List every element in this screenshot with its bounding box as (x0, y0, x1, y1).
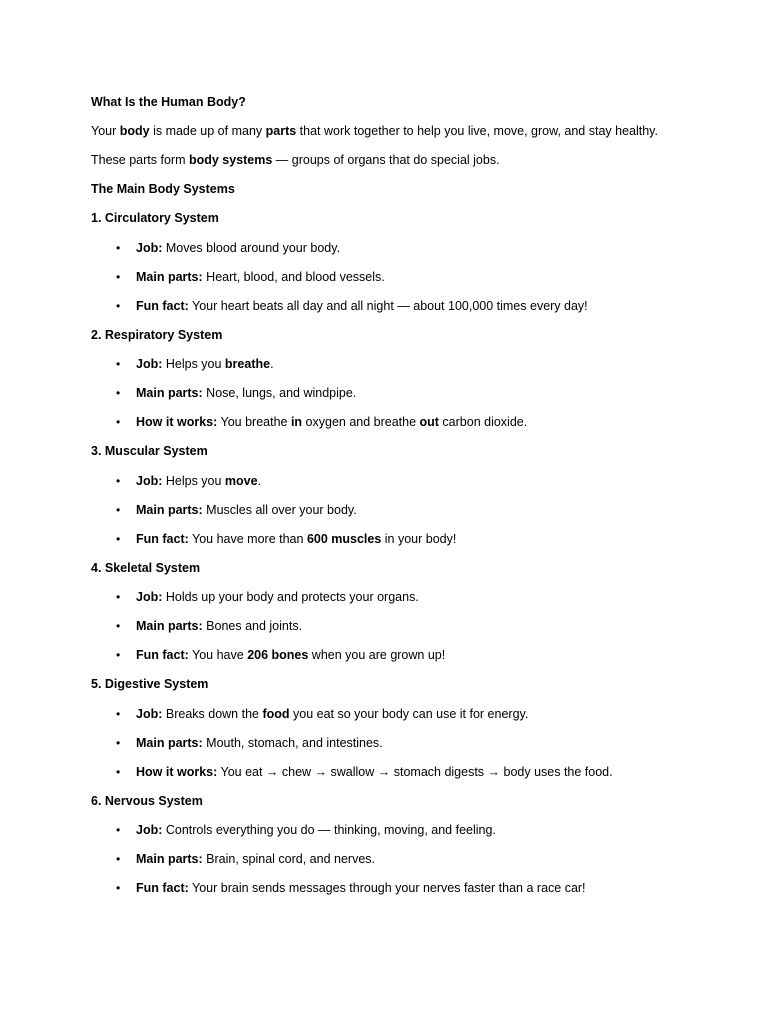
bullet-icon: • (116, 736, 121, 750)
list-item (116, 385, 357, 401)
text-run: — groups of organs that do special jobs. (272, 153, 500, 167)
list-item (116, 502, 357, 518)
list-item (116, 473, 262, 489)
item-label: Fun fact: (136, 532, 189, 546)
bullet-icon: • (116, 852, 121, 866)
item-label: Main parts: (136, 503, 203, 517)
text-run: Controls everything you do — thinking, moving, and feeling. (162, 823, 496, 837)
intro-paragraph-2 (91, 152, 500, 168)
text-run: Your (91, 124, 120, 138)
text-run: . (270, 357, 274, 371)
bullet-icon: • (116, 241, 121, 255)
system-heading-muscular: 3. Muscular System (91, 444, 208, 458)
document-title: What Is the Human Body? (91, 95, 246, 109)
text-run: Nose, lungs, and windpipe. (202, 386, 357, 400)
text-run: oxygen and breathe (302, 415, 420, 429)
list-item (116, 647, 446, 663)
item-label: How it works: (136, 765, 218, 779)
item-label: Fun fact: (136, 881, 189, 895)
item-label: Fun fact: (136, 299, 189, 313)
item-label: Fun fact: (136, 648, 189, 662)
bold-run: food (262, 707, 290, 721)
bullet-icon: • (116, 823, 121, 837)
bold-run: body systems (188, 153, 273, 167)
system-heading-skeletal: 4. Skeletal System (91, 561, 201, 575)
bullet-icon: • (116, 532, 121, 546)
text-run: Brain, spinal cord, and nerves. (202, 852, 376, 866)
bullet-icon: • (116, 386, 121, 400)
list-item (116, 589, 419, 605)
item-label: Job: (136, 823, 163, 837)
bullet-icon: • (116, 648, 121, 662)
item-label: Main parts: (136, 270, 203, 284)
text-run: You eat → chew → swallow → stomach digests → body uses the food. (217, 765, 613, 779)
bold-run: 206 bones (247, 648, 309, 662)
text-run: Moves blood around your body. (162, 241, 341, 255)
bullet-icon: • (116, 503, 121, 517)
list-item (116, 880, 586, 896)
item-label: Job: (136, 474, 163, 488)
text-run: carbon dioxide. (438, 415, 528, 429)
item-label: How it works: (136, 415, 218, 429)
bullet-icon: • (116, 474, 121, 488)
text-run: You have more than (188, 532, 307, 546)
bold-run: body (119, 124, 150, 138)
list-item (116, 414, 528, 430)
text-run: These parts form (91, 153, 189, 167)
system-heading-digestive: 5. Digestive System (91, 677, 209, 691)
system-heading-circulatory: 1. Circulatory System (91, 211, 219, 225)
bold-run: out (419, 415, 439, 429)
bold-run: in (290, 415, 303, 429)
list-item (116, 851, 376, 867)
item-label: Job: (136, 241, 163, 255)
text-run: Heart, blood, and blood vessels. (202, 270, 385, 284)
bullet-icon: • (116, 270, 121, 284)
list-item (116, 269, 385, 285)
bold-run: parts (265, 124, 297, 138)
bold-run: breathe (224, 357, 271, 371)
bullet-icon: • (116, 357, 121, 371)
item-label: Main parts: (136, 736, 203, 750)
intro-paragraph-1 (91, 123, 658, 139)
bullet-icon: • (116, 299, 121, 313)
text-run: Breaks down the (162, 707, 263, 721)
list-item (116, 240, 341, 256)
text-run: Helps you (162, 357, 225, 371)
bullet-icon: • (116, 619, 121, 633)
list-item (116, 706, 529, 722)
text-run: is made up of many (149, 124, 266, 138)
list-item (116, 298, 588, 314)
text-run: Holds up your body and protects your organs. (162, 590, 419, 604)
list-item (116, 764, 613, 780)
text-run: Bones and joints. (202, 619, 303, 633)
text-run: . (257, 474, 262, 488)
bullet-icon: • (116, 590, 121, 604)
item-label: Job: (136, 590, 163, 604)
item-label: Job: (136, 357, 163, 371)
list-item (116, 356, 274, 372)
list-item (116, 735, 383, 751)
item-label: Main parts: (136, 619, 203, 633)
system-heading-nervous: 6. Nervous System (91, 794, 203, 808)
bullet-icon: • (116, 881, 121, 895)
item-label: Main parts: (136, 386, 203, 400)
section-title: The Main Body Systems (91, 182, 235, 196)
item-label: Main parts: (136, 852, 203, 866)
text-run: Muscles all over your body. (202, 503, 357, 517)
bullet-icon: • (116, 707, 121, 721)
bullet-icon: • (116, 415, 121, 429)
list-item (116, 822, 496, 838)
text-run: in your body! (381, 532, 457, 546)
text-run: Your brain sends messages through your nerves faster than a race car! (188, 881, 586, 895)
system-heading-respiratory: 2. Respiratory System (91, 328, 223, 342)
bold-run: move (224, 474, 258, 488)
bullet-icon: • (116, 765, 121, 779)
text-run: that work together to help you live, move, grow, and stay healthy. (296, 124, 658, 138)
text-run: you eat so your body can use it for energy. (289, 707, 529, 721)
list-item (116, 531, 457, 547)
text-run: Your heart beats all day and all night — about 100,000 times every day! (188, 299, 588, 313)
text-run: Helps you (162, 474, 225, 488)
text-run: You breathe (217, 415, 291, 429)
text-run: when you are grown up! (308, 648, 446, 662)
bold-run: 600 muscles (306, 532, 382, 546)
text-run: Mouth, stomach, and intestines. (202, 736, 383, 750)
text-run: You have (188, 648, 248, 662)
item-label: Job: (136, 707, 163, 721)
list-item (116, 618, 303, 634)
